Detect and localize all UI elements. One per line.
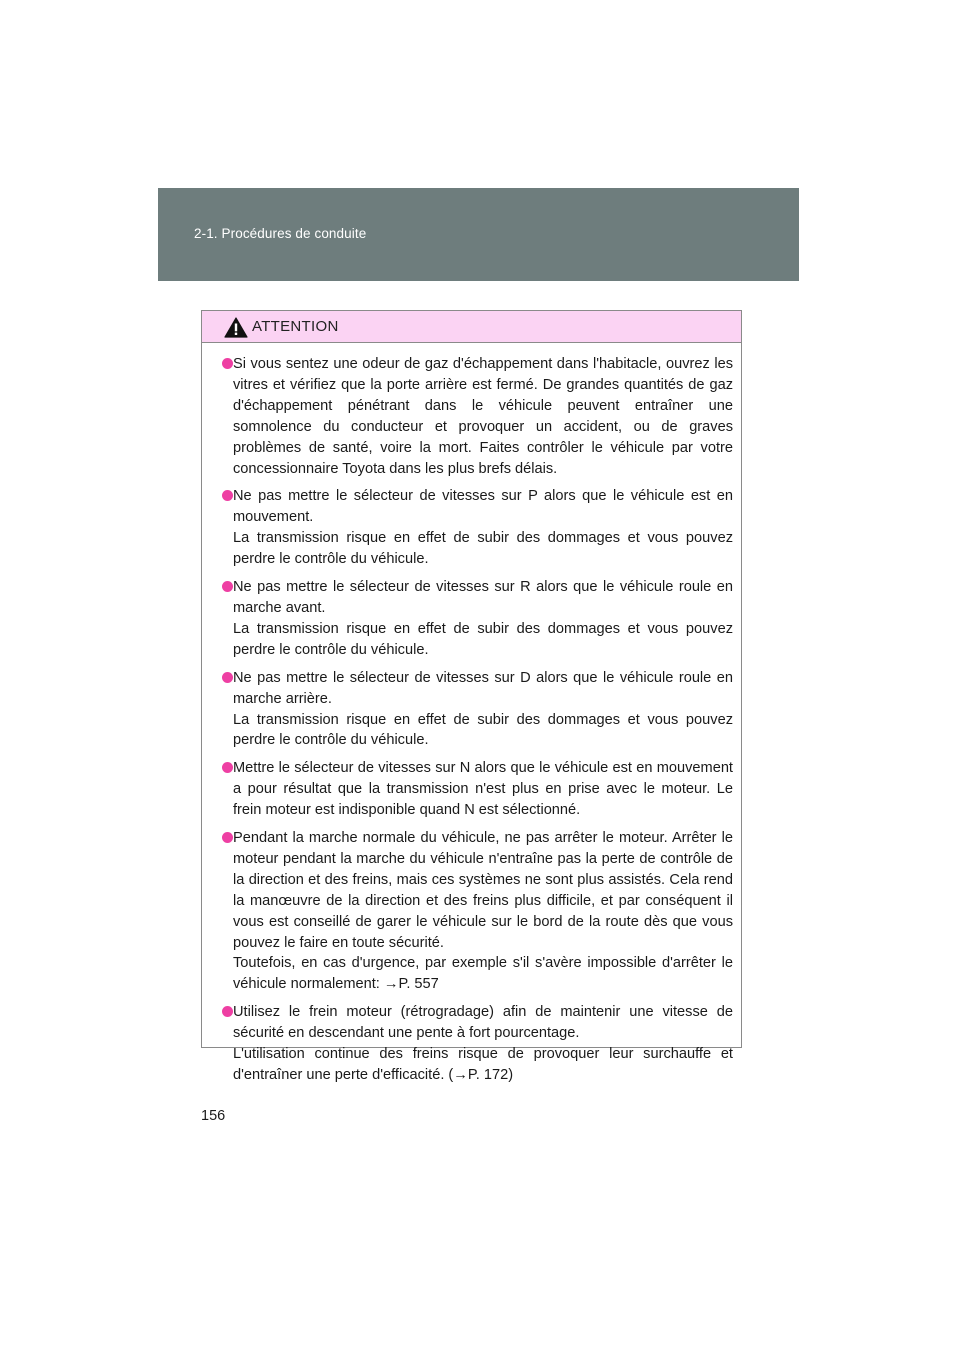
item-text: Ne pas mettre le sélecteur de vitesses sur R alors que le véhicule roule en marche avant. — [233, 579, 733, 616]
list-item — [202, 1002, 733, 1086]
attention-title: ATTENTION — [252, 318, 339, 335]
item-text: La transmission risque en effet de subir des dommages et vous pouvez perdre le contrôle du véhicule. — [233, 711, 733, 749]
item-text: Ne pas mettre le sélecteur de vitesses sur P alors que le véhicule est en mouvement. — [233, 488, 733, 526]
list-item — [202, 758, 733, 821]
item-text: Si vous sentez une odeur de gaz d'échappement dans l'habitacle, ouvrez les vitres et vérifiez que la porte arrière est fermé. De grandes quantités de gaz d'échappement pénétrant dans le véhicule peuvent entraîner une somnolence du conducteur et provoquer un accident, ou de graves problèmes de santé, voire la mort. Faites contrôler le véhicule par votre concessionnaire Toyota dans les plus brefs délais. — [233, 356, 733, 477]
bullet-icon — [222, 832, 233, 843]
bullet-icon — [222, 358, 233, 369]
bullet-icon — [222, 490, 233, 501]
bullet-icon — [222, 581, 233, 592]
bullet-icon — [222, 672, 233, 683]
item-text: La transmission risque en effet de subir des dommages et vous pouvez perdre le contrôle du véhicule. — [233, 620, 733, 658]
list-item — [202, 828, 733, 995]
attention-list — [202, 343, 741, 1086]
item-text: Pendant la marche normale du véhicule, ne pas arrêter le moteur. Arrêter le moteur pendant la marche du véhicule n'entraîne pas la perte de contrôle de la direction et des freins, mais ces systèmes ne sont plus assistés. Cela rend la manœuvre de la direction et des freins plus difficile, et par conséquent il vous est conseillé de garer le véhicule sur le bord de la route dès que vous pouvez le faire en toute sécurité. — [233, 830, 733, 951]
list-item — [202, 668, 733, 752]
list-item — [202, 486, 733, 570]
attention-header — [202, 311, 741, 343]
item-text: Ne pas mettre le sélecteur de vitesses sur D alors que le véhicule roule en marche arrière. — [233, 669, 733, 707]
list-item — [202, 354, 733, 479]
item-text: Mettre le sélecteur de vitesses sur N alors que le véhicule est en mouvement a pour résultat que la transmission n'est plus en prise avec le moteur. Le frein moteur est indisponible quand N est sélectionné. — [233, 760, 733, 819]
item-text: L'utilisation continue des freins risque de provoquer leur surchauffe et d'entraîner une perte d'efficacité. (→P. 172) — [233, 1046, 733, 1083]
section-header-band — [158, 188, 799, 281]
section-label: 2-1. Procédures de conduite — [194, 226, 367, 241]
warning-triangle-icon — [224, 317, 248, 338]
item-text: Utilisez le frein moteur (rétrogradage) afin de maintenir une vitesse de sécurité en descendant une pente à fort pourcentage. — [233, 1004, 733, 1042]
bullet-icon — [222, 1006, 233, 1017]
item-text: Toutefois, en cas d'urgence, par exemple s'il s'avère impossible d'arrêter le véhicule normalement: →P. 557 — [233, 955, 733, 993]
item-text: La transmission risque en effet de subir des dommages et vous pouvez perdre le contrôle du véhicule. — [233, 530, 733, 568]
attention-box — [201, 310, 742, 1083]
bullet-icon — [222, 762, 233, 773]
page-number: 156 — [201, 1108, 226, 1124]
list-item — [202, 577, 733, 661]
